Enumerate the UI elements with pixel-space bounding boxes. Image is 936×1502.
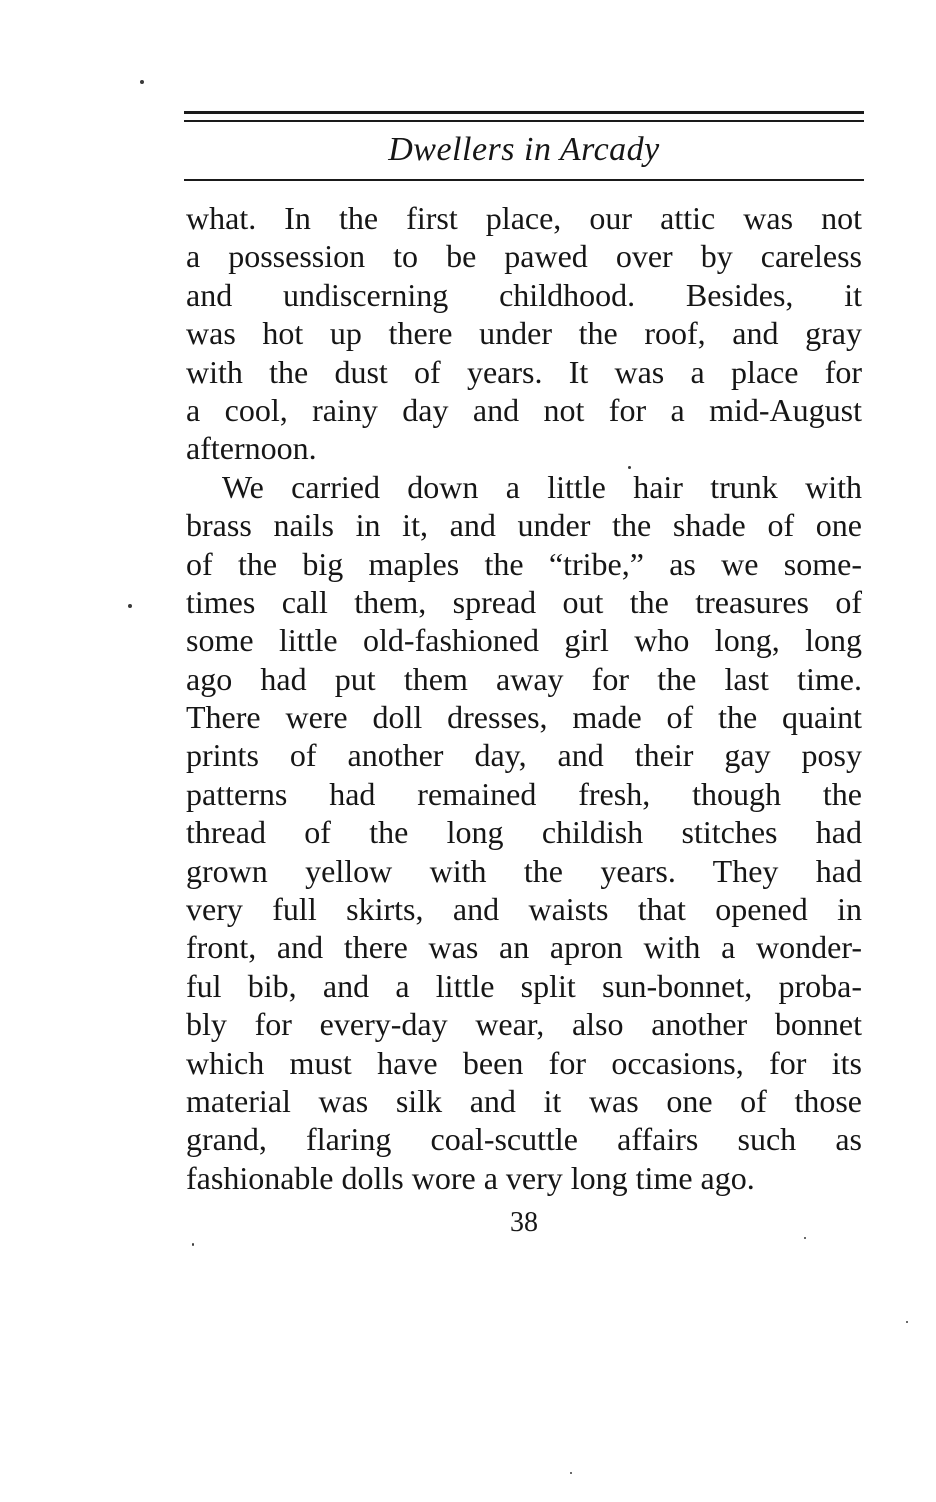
text-line: material was silk and it was one of those (186, 1082, 862, 1119)
text-line: patterns had remained fresh, though the (186, 775, 862, 812)
header-rule-thick (184, 111, 864, 114)
text-line: very full skirts, and waists that opened in (186, 891, 862, 928)
text-line: fashionable dolls wore a very long time ago. (186, 1159, 755, 1196)
text-line: bly for every-day wear, also another bonnet (186, 1006, 862, 1043)
text-line: a cool, rainy day and not for a mid-August (186, 391, 862, 428)
scan-speck (906, 1321, 908, 1323)
running-title: Dwellers in Arcady (388, 131, 660, 168)
body-text (186, 199, 862, 1197)
header-rule-bottom (184, 179, 864, 181)
text-line: a possession to be pawed over by careless (186, 238, 862, 275)
header-rule-thin (184, 120, 864, 122)
text-line: afternoon. (186, 430, 317, 467)
scan-speck (570, 1472, 572, 1474)
scan-speck (128, 604, 132, 608)
text-line: ful bib, and a little split sun-bonnet, proba- (186, 967, 862, 1004)
text-line: what. In the first place, our attic was not (186, 200, 862, 236)
scan-speck (192, 1243, 194, 1246)
text-line: thread of the long childish stitches had (186, 814, 862, 851)
page-number: 38 (510, 1207, 538, 1238)
scan-speck (804, 1237, 806, 1239)
text-line: prints of another day, and their gay posy (186, 737, 862, 774)
text-line: with the dust of years. It was a place for (186, 353, 862, 390)
text-line: front, and there was an apron with a wonder- (186, 929, 862, 966)
text-line: of the big maples the “tribe,” as we some- (186, 545, 862, 582)
text-line: times call them, spread out the treasures of (186, 583, 862, 620)
text-line: was hot up there under the roof, and gray (186, 315, 862, 352)
text-line: ago had put them away for the last time. (186, 660, 862, 697)
scan-speck (140, 80, 144, 84)
text-line: grown yellow with the years. They had (186, 852, 862, 889)
text-line: grand, flaring coal-scuttle affairs such as (186, 1121, 862, 1158)
text-line: We carried down a little hair trunk with (222, 468, 862, 505)
text-line: brass nails in it, and under the shade of one (186, 507, 862, 544)
text-line: There were doll dresses, made of the quaint (186, 699, 862, 736)
text-line: some little old-fashioned girl who long, long (186, 622, 862, 659)
scan-speck (628, 466, 631, 469)
text-line: and undiscerning childhood. Besides, it (186, 276, 862, 313)
text-line: which must have been for occasions, for its (186, 1044, 862, 1081)
